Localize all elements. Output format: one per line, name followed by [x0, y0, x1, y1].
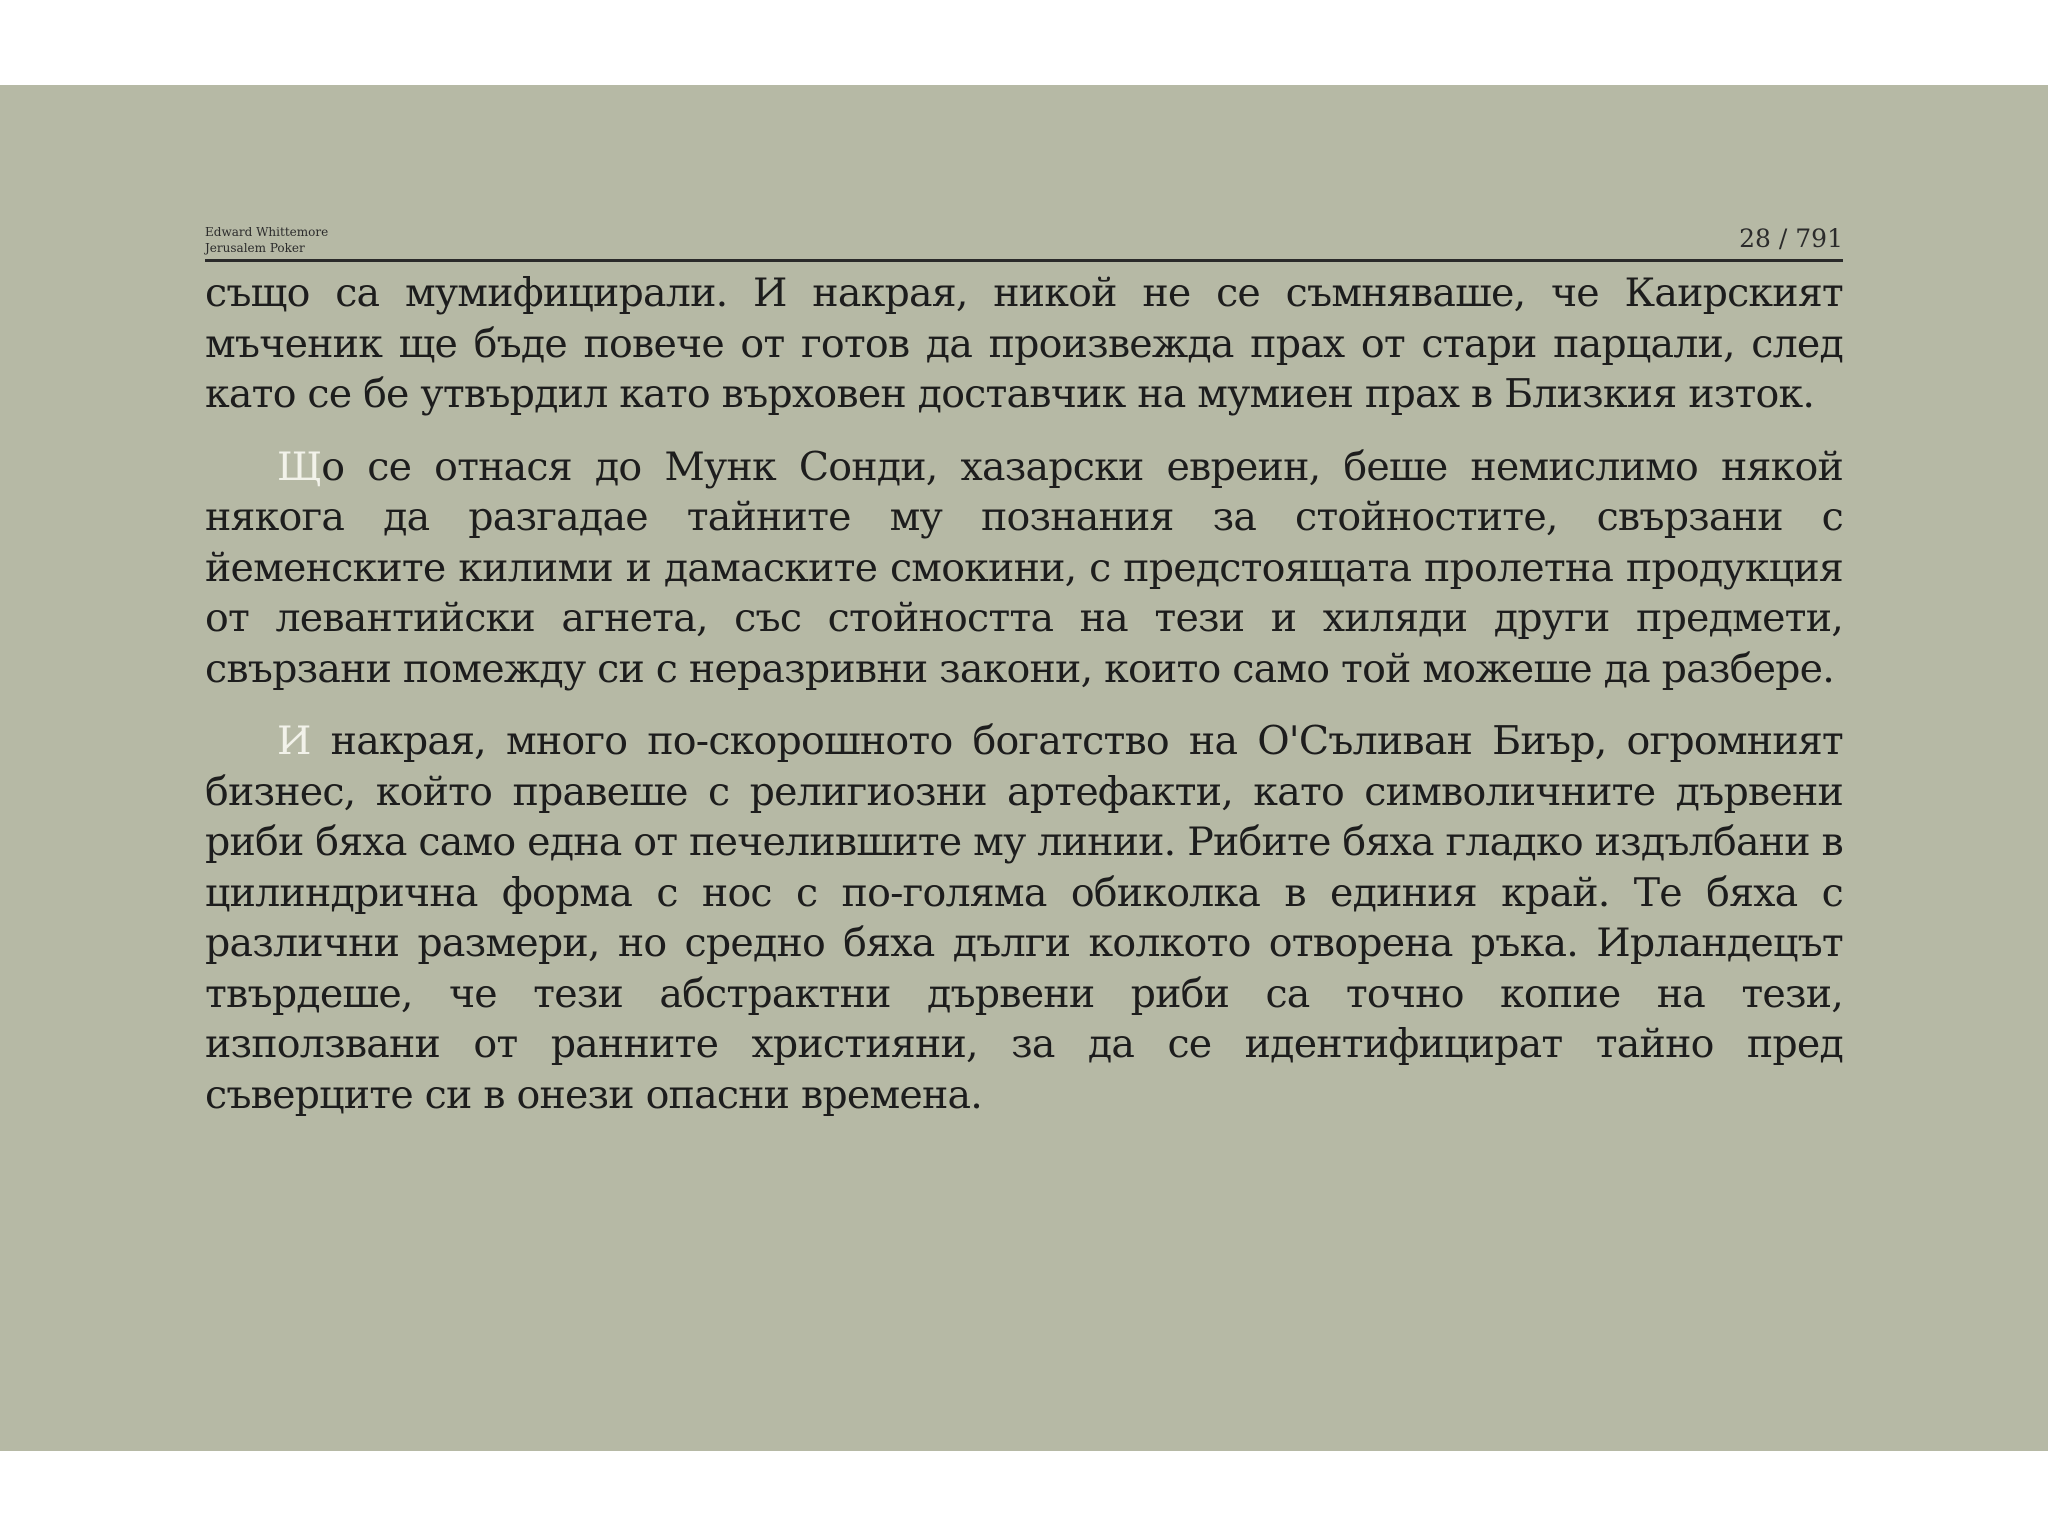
paragraph-2-dropcap: Щ: [277, 443, 322, 490]
paragraph-3: [205, 716, 1843, 1120]
paragraph-1: [205, 268, 1843, 420]
book-text: [205, 268, 1843, 1142]
paragraph-2: [205, 442, 1843, 695]
paragraph-2-text: о се отнася до Мунк Сонди, хазарски евреин, беше немислимо някой някога да разгадае тайните му познания за стойностите, свързани с йеменските килими и дамаските смокини, с предстоящата пролетна продукция от левантийски агнета, със стойността на тези и хиляди други предмети, свързани помежду си с неразривни закони, които само той можеше да разбере.: [205, 443, 1843, 692]
paragraph-3-text: накрая, много по-скорошното богатство на О'Съливан Биър, огромният бизнес, който правеше с религиозни артефакти, като символичните дървени риби бяха само една от печелившите му линии. Рибите бяха гладко издълбани в цилиндрична форма с нос с по-голяма обиколка в единия край. Те бяха с различни размери, но средно бяха дълги колкото отворена ръка. Ирландецът твърдеше, че тези абстрактни дървени риби са точно копие на тези, използвани от ранните християни, за да се идентифицират тайно пред съверците си в онези опасни времена.: [205, 718, 1843, 1118]
book-title: Jerusalem Poker: [205, 241, 305, 255]
paragraph-3-dropcap: И: [277, 718, 311, 764]
page-header: [205, 135, 1843, 262]
book-meta: [205, 224, 328, 256]
paragraph-1-text: също са мумифицирали. И накрая, никой не се съмняваше, че Каирският мъченик ще бъде повече от готов да произвежда прах от стари парцали, след като се бе утвърдил като върховен доставчик на мумиен прах в Близкия изток.: [205, 270, 1843, 417]
author-name: Edward Whittemore: [205, 225, 329, 239]
page-counter: 28 / 791: [1739, 224, 1843, 253]
